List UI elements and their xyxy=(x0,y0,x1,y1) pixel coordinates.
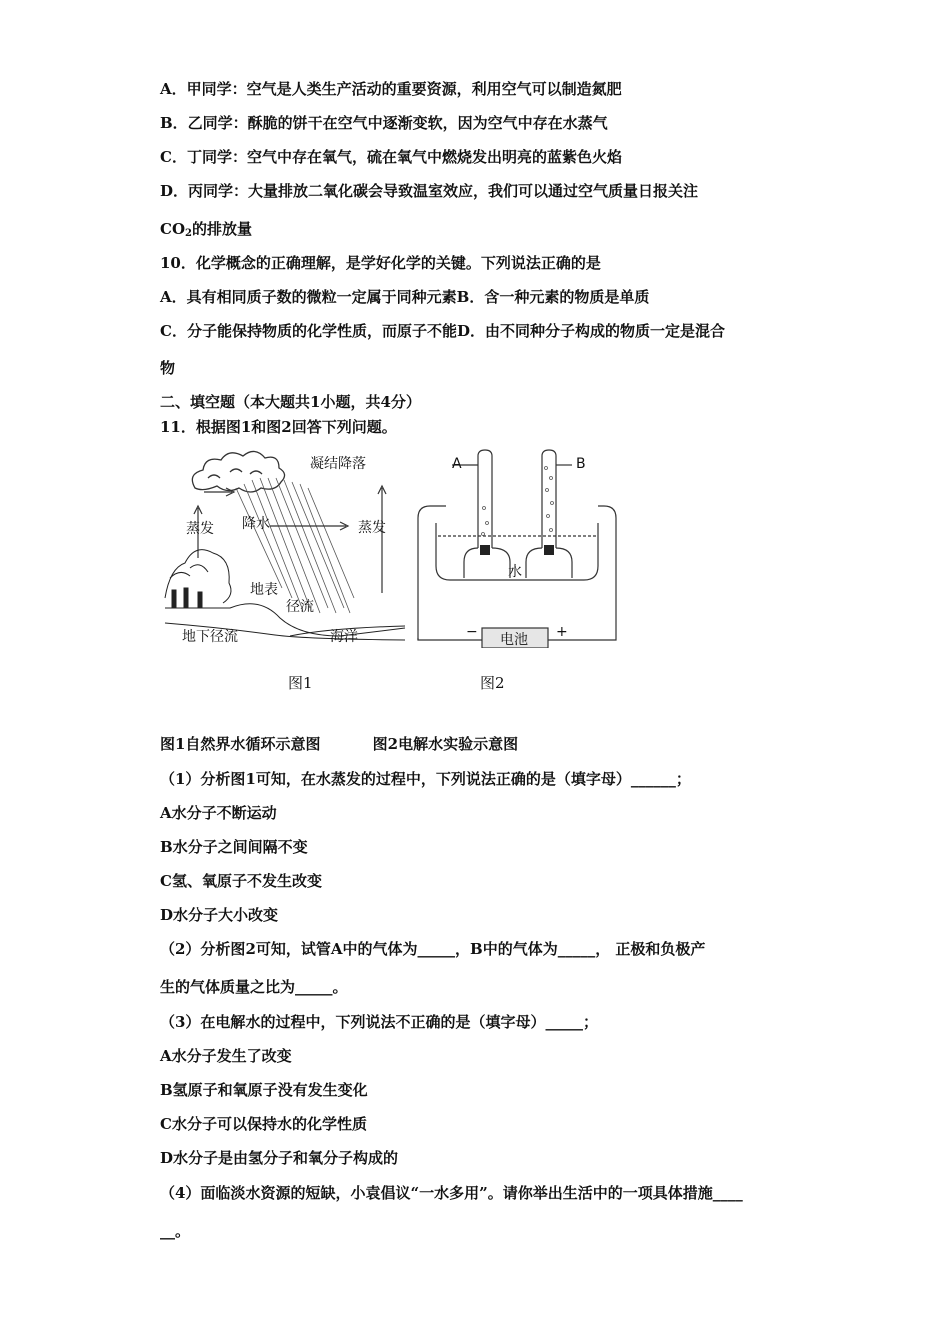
figure-2-electrolysis xyxy=(416,448,626,648)
q11-part-1-option-b: B水分子之间间隔不变 xyxy=(160,838,308,856)
fig2-plus-label: + xyxy=(556,624,568,640)
co2-tail: 的排放量 xyxy=(191,220,252,238)
q11-part-1-option-a: A水分子不断运动 xyxy=(160,804,277,822)
q9-option-c: C．丁同学：空气中存在氧气，硫在氧气中燃烧发出明亮的蓝紫色火焰 xyxy=(160,148,622,166)
fig1-ocean-label: 海洋 xyxy=(330,629,358,645)
q9-option-b: B．乙同学：酥脆的饼干在空气中逐渐变软，因为空气中存在水蒸气 xyxy=(160,114,608,132)
fig2-water-label: 水 xyxy=(508,564,522,580)
q11-part-3: （3）在电解水的过程中，下列说法不正确的是（填字母）_____； xyxy=(160,1013,598,1031)
fig2-label-a: A xyxy=(452,456,462,472)
q11-part-1-option-d: D水分子大小改变 xyxy=(160,906,279,924)
fig1-evap-right-label: 蒸发 xyxy=(358,520,386,536)
q11-part-1-option-c: C氢、氧原子不发生改变 xyxy=(160,872,322,890)
water-cycle-drawing xyxy=(160,448,410,658)
q11-part-3-option-a: A水分子发生了改变 xyxy=(160,1047,292,1065)
figure-2-caption: 图2 xyxy=(480,674,505,692)
q11-part-2: （2）分析图2可知，试管A中的气体为_____，B中的气体为_____， 正极和负极产 xyxy=(160,940,706,958)
electrolysis-drawing xyxy=(416,448,626,648)
fig1-rain-label: 降水 xyxy=(242,516,270,532)
trees-and-land xyxy=(165,550,405,640)
q10-stem: 10．化学概念的正确理解，是学好化学的关键。下列说法正确的是 xyxy=(160,254,601,272)
q11-part-3-option-b: B氢原子和氧原子没有发生变化 xyxy=(160,1081,368,1099)
fig1-surface-label-1: 地表 xyxy=(250,582,278,598)
co2-subscript: 2 xyxy=(185,228,192,239)
q11-part-1: （1）分析图1可知，在水蒸发的过程中，下列说法正确的是（填字母）______； xyxy=(160,770,691,788)
q11-part-4-tail: __。 xyxy=(160,1222,191,1240)
fig1-evap-left-label: 蒸发 xyxy=(186,521,214,537)
q10-options-ab: A．具有相同质子数的微粒一定属于同种元素B．含一种元素的物质是单质 xyxy=(160,288,650,306)
q11-part-3-option-d: D水分子是由氢分子和氧分子构成的 xyxy=(160,1149,399,1167)
fig1-ground-label: 地下径流 xyxy=(182,629,238,645)
fig2-battery-label: 电池 xyxy=(500,632,528,648)
apparatus-outline xyxy=(418,450,616,640)
section-heading: 二、填空题（本大题共1小题，共4分） xyxy=(160,393,421,411)
q9-option-d-continued xyxy=(160,218,252,239)
figure-1-water-cycle xyxy=(160,448,410,658)
co2-text: CO xyxy=(160,220,186,238)
fig2-label-b: B xyxy=(576,456,586,472)
q11-part-3-option-c: C水分子可以保持水的化学性质 xyxy=(160,1115,367,1133)
q11-part-4: （4）面临淡水资源的短缺，小袁倡议“一水多用”。请你举出生活中的一项具体措施____ xyxy=(160,1184,743,1202)
q10-options-cd-tail: 物 xyxy=(160,359,176,377)
q9-option-a: A．甲同学：空气是人类生产活动的重要资源，利用空气可以制造氮肥 xyxy=(160,80,622,98)
q11-part-2-tail: 生的气体质量之比为_____。 xyxy=(160,978,348,996)
fig1-surface-label-2: 径流 xyxy=(286,599,314,615)
q11-stem: 11．根据图1和图2回答下列问题。 xyxy=(160,418,397,436)
fig1-condense-label: 凝结降落 xyxy=(310,456,366,472)
figure-captions: 图1自然界水循环示意图 图2电解水实验示意图 xyxy=(160,735,519,753)
q9-option-d: D．丙同学：大量排放二氧化碳会导致温室效应，我们可以通过空气质量日报关注 xyxy=(160,182,699,200)
electrodes xyxy=(480,545,554,555)
fig2-minus-label: − xyxy=(466,624,478,640)
figure-1-caption: 图1 xyxy=(288,674,313,692)
q10-options-cd: C．分子能保持物质的化学性质，而原子不能D．由不同种分子构成的物质一定是混合 xyxy=(160,322,725,340)
